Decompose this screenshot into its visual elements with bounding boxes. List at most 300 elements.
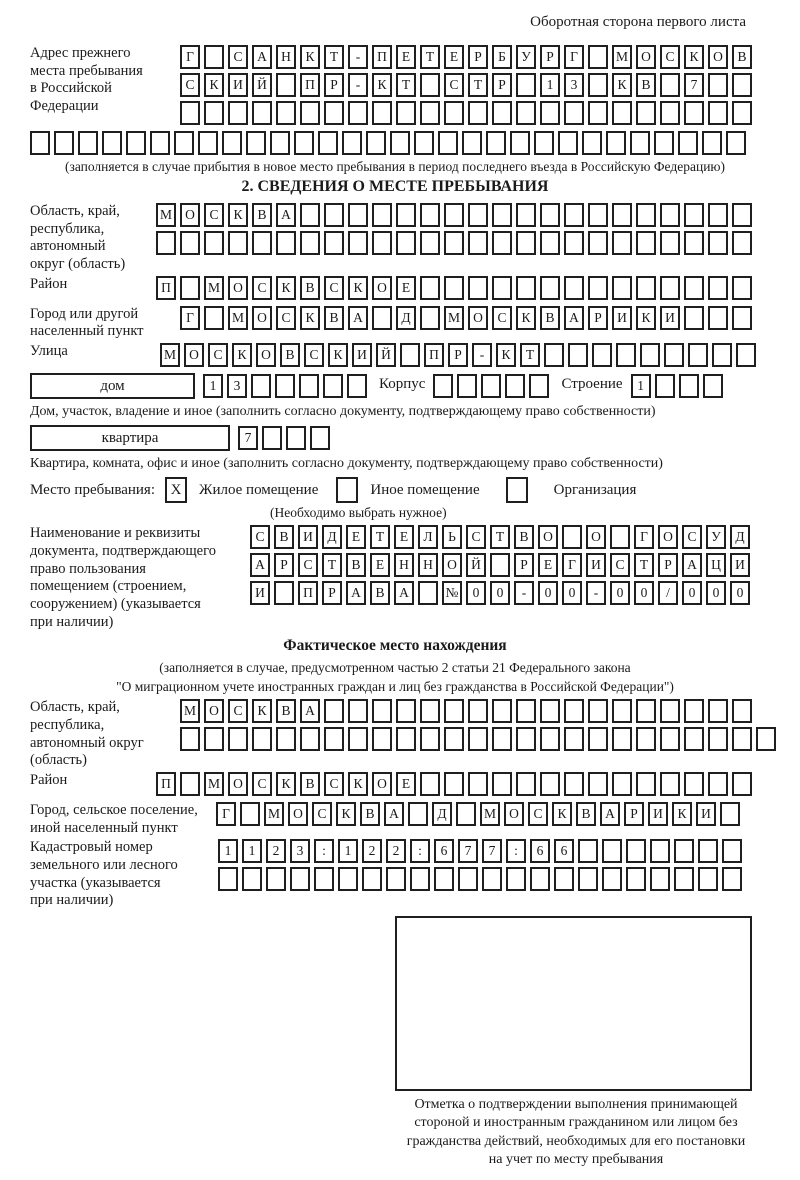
char-box[interactable]: М (480, 802, 500, 826)
char-box[interactable]: 7 (482, 839, 502, 863)
char-box[interactable] (660, 203, 680, 227)
char-box[interactable] (732, 276, 752, 300)
char-box[interactable] (126, 131, 146, 155)
char-box[interactable] (540, 699, 560, 723)
char-box[interactable] (708, 276, 728, 300)
char-box[interactable] (410, 867, 430, 891)
char-box[interactable]: Д (322, 525, 342, 549)
char-box[interactable]: - (348, 73, 368, 97)
char-box[interactable]: П (298, 581, 318, 605)
char-box[interactable] (468, 203, 488, 227)
char-box[interactable] (240, 802, 260, 826)
char-box[interactable] (420, 772, 440, 796)
char-box[interactable] (588, 276, 608, 300)
char-box[interactable] (732, 772, 752, 796)
char-box[interactable] (732, 699, 752, 723)
char-box[interactable] (564, 727, 584, 751)
char-box[interactable] (660, 73, 680, 97)
char-box[interactable] (418, 581, 438, 605)
char-box[interactable]: Й (252, 73, 272, 97)
char-box[interactable] (444, 203, 464, 227)
char-box[interactable] (180, 276, 200, 300)
char-box[interactable]: А (384, 802, 404, 826)
char-box[interactable]: И (228, 73, 248, 97)
char-box[interactable] (462, 131, 482, 155)
char-box[interactable]: О (538, 525, 558, 549)
char-box[interactable] (372, 727, 392, 751)
char-box[interactable]: 0 (538, 581, 558, 605)
char-box[interactable] (276, 101, 296, 125)
char-box[interactable]: 1 (631, 374, 651, 398)
stay-type-checkbox-organization[interactable] (506, 477, 528, 503)
char-box[interactable]: В (636, 73, 656, 97)
char-box[interactable] (348, 203, 368, 227)
char-box[interactable] (612, 203, 632, 227)
char-box[interactable]: А (564, 306, 584, 330)
char-box[interactable] (732, 101, 752, 125)
char-box[interactable] (150, 131, 170, 155)
char-box[interactable] (372, 203, 392, 227)
char-box[interactable]: К (300, 306, 320, 330)
char-box[interactable] (684, 699, 704, 723)
char-box[interactable]: О (636, 45, 656, 69)
char-box[interactable]: М (204, 772, 224, 796)
char-box[interactable]: О (288, 802, 308, 826)
char-box[interactable]: Н (276, 45, 296, 69)
char-box[interactable] (650, 867, 670, 891)
char-box[interactable] (290, 867, 310, 891)
char-box[interactable]: С (312, 802, 332, 826)
char-box[interactable]: И (696, 802, 716, 826)
char-box[interactable] (534, 131, 554, 155)
char-box[interactable]: Д (432, 802, 452, 826)
char-box[interactable] (468, 727, 488, 751)
char-box[interactable]: Е (396, 772, 416, 796)
char-box[interactable]: А (600, 802, 620, 826)
char-box[interactable] (626, 839, 646, 863)
char-box[interactable] (270, 131, 290, 155)
char-box[interactable]: Р (540, 45, 560, 69)
char-box[interactable] (420, 306, 440, 330)
char-box[interactable] (492, 276, 512, 300)
char-box[interactable] (588, 101, 608, 125)
char-box[interactable] (636, 276, 656, 300)
char-box[interactable]: 2 (266, 839, 286, 863)
char-box[interactable]: 1 (203, 374, 223, 398)
char-box[interactable] (275, 374, 295, 398)
char-box[interactable]: 1 (218, 839, 238, 863)
char-box[interactable] (396, 231, 416, 255)
char-box[interactable]: Т (634, 553, 654, 577)
char-box[interactable]: К (516, 306, 536, 330)
char-box[interactable]: О (658, 525, 678, 549)
char-box[interactable]: В (324, 306, 344, 330)
char-box[interactable] (468, 231, 488, 255)
char-box[interactable] (578, 839, 598, 863)
char-box[interactable] (252, 231, 272, 255)
char-box[interactable]: В (576, 802, 596, 826)
char-box[interactable] (324, 231, 344, 255)
char-box[interactable]: С (492, 306, 512, 330)
char-box[interactable] (286, 426, 306, 450)
char-box[interactable]: У (706, 525, 726, 549)
char-box[interactable] (660, 276, 680, 300)
char-box[interactable]: И (586, 553, 606, 577)
char-box[interactable] (362, 867, 382, 891)
char-box[interactable] (492, 699, 512, 723)
char-box[interactable] (612, 699, 632, 723)
char-box[interactable] (588, 231, 608, 255)
char-box[interactable] (300, 101, 320, 125)
char-box[interactable]: 7 (238, 426, 258, 450)
char-box[interactable]: 3 (564, 73, 584, 97)
char-box[interactable]: М (612, 45, 632, 69)
char-box[interactable]: В (360, 802, 380, 826)
char-box[interactable]: С (660, 45, 680, 69)
char-box[interactable]: О (180, 203, 200, 227)
char-box[interactable]: В (514, 525, 534, 549)
char-box[interactable] (612, 276, 632, 300)
char-box[interactable] (636, 101, 656, 125)
char-box[interactable] (612, 231, 632, 255)
char-box[interactable] (636, 203, 656, 227)
char-box[interactable] (482, 867, 502, 891)
char-box[interactable] (372, 699, 392, 723)
char-box[interactable] (420, 699, 440, 723)
char-box[interactable]: Б (492, 45, 512, 69)
char-box[interactable]: 1 (242, 839, 262, 863)
char-box[interactable]: К (336, 802, 356, 826)
char-box[interactable]: П (300, 73, 320, 97)
char-box[interactable] (708, 203, 728, 227)
char-box[interactable]: С (252, 276, 272, 300)
char-box[interactable]: В (274, 525, 294, 549)
char-box[interactable] (516, 231, 536, 255)
char-box[interactable] (540, 101, 560, 125)
char-box[interactable] (612, 727, 632, 751)
char-box[interactable]: В (732, 45, 752, 69)
char-box[interactable] (712, 343, 732, 367)
char-box[interactable] (222, 131, 242, 155)
char-box[interactable] (456, 802, 476, 826)
char-box[interactable]: В (346, 553, 366, 577)
char-box[interactable] (318, 131, 338, 155)
char-box[interactable] (262, 426, 282, 450)
char-box[interactable]: - (348, 45, 368, 69)
char-box[interactable]: Т (468, 73, 488, 97)
char-box[interactable]: О (504, 802, 524, 826)
char-box[interactable] (562, 525, 582, 549)
char-box[interactable] (396, 699, 416, 723)
char-box[interactable]: 0 (706, 581, 726, 605)
char-box[interactable]: О (184, 343, 204, 367)
char-box[interactable]: Т (370, 525, 390, 549)
char-box[interactable] (433, 374, 453, 398)
char-box[interactable]: О (204, 699, 224, 723)
char-box[interactable] (372, 101, 392, 125)
char-box[interactable]: Р (658, 553, 678, 577)
char-box[interactable]: В (540, 306, 560, 330)
char-box[interactable]: С (204, 203, 224, 227)
char-box[interactable]: А (394, 581, 414, 605)
char-box[interactable]: К (496, 343, 516, 367)
char-box[interactable]: 0 (466, 581, 486, 605)
char-box[interactable] (684, 276, 704, 300)
char-box[interactable] (300, 727, 320, 751)
char-box[interactable] (468, 101, 488, 125)
char-box[interactable] (310, 426, 330, 450)
char-box[interactable] (640, 343, 660, 367)
char-box[interactable] (726, 131, 746, 155)
char-box[interactable]: К (232, 343, 252, 367)
char-box[interactable] (678, 131, 698, 155)
char-box[interactable]: Ь (442, 525, 462, 549)
char-box[interactable] (540, 231, 560, 255)
char-box[interactable] (242, 867, 262, 891)
char-box[interactable] (420, 276, 440, 300)
char-box[interactable] (606, 131, 626, 155)
char-box[interactable]: Е (394, 525, 414, 549)
char-box[interactable]: В (280, 343, 300, 367)
char-box[interactable] (708, 772, 728, 796)
char-box[interactable] (636, 727, 656, 751)
char-box[interactable]: Т (420, 45, 440, 69)
char-box[interactable] (674, 867, 694, 891)
char-box[interactable] (492, 101, 512, 125)
char-box[interactable] (294, 131, 314, 155)
char-box[interactable]: М (156, 203, 176, 227)
char-box[interactable]: 0 (682, 581, 702, 605)
char-box[interactable]: 0 (634, 581, 654, 605)
char-box[interactable] (276, 231, 296, 255)
char-box[interactable]: К (252, 699, 272, 723)
stay-type-checkbox-residential[interactable]: X (165, 477, 187, 503)
char-box[interactable]: О (586, 525, 606, 549)
char-box[interactable]: И (730, 553, 750, 577)
char-box[interactable] (299, 374, 319, 398)
char-box[interactable]: А (346, 581, 366, 605)
char-box[interactable]: И (648, 802, 668, 826)
char-box[interactable] (324, 203, 344, 227)
char-box[interactable]: А (252, 45, 272, 69)
char-box[interactable] (616, 343, 636, 367)
char-box[interactable]: К (276, 276, 296, 300)
char-box[interactable] (722, 867, 742, 891)
char-box[interactable] (588, 45, 608, 69)
char-box[interactable] (386, 867, 406, 891)
char-box[interactable] (342, 131, 362, 155)
char-box[interactable]: С (252, 772, 272, 796)
char-box[interactable] (457, 374, 477, 398)
char-box[interactable] (564, 699, 584, 723)
char-box[interactable] (564, 772, 584, 796)
char-box[interactable]: : (314, 839, 334, 863)
char-box[interactable] (300, 203, 320, 227)
char-box[interactable]: Е (396, 45, 416, 69)
char-box[interactable]: Р (588, 306, 608, 330)
char-box[interactable] (204, 727, 224, 751)
char-box[interactable] (266, 867, 286, 891)
char-box[interactable]: 1 (540, 73, 560, 97)
char-box[interactable] (444, 699, 464, 723)
char-box[interactable]: 0 (562, 581, 582, 605)
char-box[interactable] (530, 867, 550, 891)
char-box[interactable] (660, 231, 680, 255)
char-box[interactable] (180, 231, 200, 255)
char-box[interactable]: К (612, 73, 632, 97)
char-box[interactable] (516, 101, 536, 125)
char-box[interactable] (274, 581, 294, 605)
char-box[interactable]: И (660, 306, 680, 330)
char-box[interactable] (564, 276, 584, 300)
char-box[interactable] (420, 73, 440, 97)
char-box[interactable]: К (300, 45, 320, 69)
char-box[interactable]: Е (346, 525, 366, 549)
char-box[interactable] (481, 374, 501, 398)
char-box[interactable] (660, 699, 680, 723)
char-box[interactable] (592, 343, 612, 367)
char-box[interactable] (702, 131, 722, 155)
char-box[interactable] (610, 525, 630, 549)
char-box[interactable]: М (180, 699, 200, 723)
char-box[interactable]: 0 (730, 581, 750, 605)
char-box[interactable] (438, 131, 458, 155)
char-box[interactable]: Р (274, 553, 294, 577)
char-box[interactable] (540, 772, 560, 796)
char-box[interactable] (684, 203, 704, 227)
char-box[interactable] (348, 727, 368, 751)
char-box[interactable]: У (516, 45, 536, 69)
char-box[interactable] (684, 727, 704, 751)
char-box[interactable] (444, 101, 464, 125)
char-box[interactable] (732, 231, 752, 255)
char-box[interactable] (468, 276, 488, 300)
char-box[interactable]: Т (490, 525, 510, 549)
char-box[interactable]: И (352, 343, 372, 367)
char-box[interactable] (492, 231, 512, 255)
char-box[interactable]: С (444, 73, 464, 97)
char-box[interactable] (684, 306, 704, 330)
char-box[interactable]: 6 (434, 839, 454, 863)
char-box[interactable]: К (276, 772, 296, 796)
char-box[interactable] (664, 343, 684, 367)
char-box[interactable] (198, 131, 218, 155)
char-box[interactable] (420, 101, 440, 125)
char-box[interactable]: К (672, 802, 692, 826)
char-box[interactable] (540, 276, 560, 300)
char-box[interactable]: В (300, 772, 320, 796)
char-box[interactable]: В (370, 581, 390, 605)
char-box[interactable]: С (324, 276, 344, 300)
char-box[interactable] (444, 276, 464, 300)
char-box[interactable]: М (264, 802, 284, 826)
char-box[interactable]: И (612, 306, 632, 330)
char-box[interactable] (636, 231, 656, 255)
char-box[interactable] (588, 203, 608, 227)
char-box[interactable]: № (442, 581, 462, 605)
char-box[interactable] (414, 131, 434, 155)
char-box[interactable]: К (372, 73, 392, 97)
char-box[interactable] (708, 101, 728, 125)
char-box[interactable] (505, 374, 525, 398)
char-box[interactable]: 6 (554, 839, 574, 863)
char-box[interactable] (654, 131, 674, 155)
char-box[interactable]: К (684, 45, 704, 69)
char-box[interactable] (510, 131, 530, 155)
char-box[interactable]: О (228, 772, 248, 796)
char-box[interactable] (708, 73, 728, 97)
char-box[interactable]: П (156, 772, 176, 796)
char-box[interactable]: Р (324, 73, 344, 97)
char-box[interactable]: Т (324, 45, 344, 69)
char-box[interactable] (660, 772, 680, 796)
char-box[interactable] (324, 727, 344, 751)
char-box[interactable] (180, 772, 200, 796)
char-box[interactable] (492, 772, 512, 796)
char-box[interactable] (348, 699, 368, 723)
char-box[interactable] (396, 727, 416, 751)
char-box[interactable] (228, 727, 248, 751)
char-box[interactable]: Д (730, 525, 750, 549)
char-box[interactable]: А (300, 699, 320, 723)
char-box[interactable] (492, 727, 512, 751)
char-box[interactable] (174, 131, 194, 155)
char-box[interactable]: Г (180, 306, 200, 330)
char-box[interactable] (458, 867, 478, 891)
char-box[interactable]: - (514, 581, 534, 605)
char-box[interactable] (684, 101, 704, 125)
char-box[interactable]: 2 (386, 839, 406, 863)
char-box[interactable] (660, 727, 680, 751)
char-box[interactable] (180, 727, 200, 751)
char-box[interactable] (468, 772, 488, 796)
char-box[interactable]: П (424, 343, 444, 367)
char-box[interactable] (180, 101, 200, 125)
char-box[interactable]: Г (180, 45, 200, 69)
char-box[interactable] (684, 231, 704, 255)
char-box[interactable]: А (276, 203, 296, 227)
char-box[interactable] (722, 839, 742, 863)
char-box[interactable]: М (228, 306, 248, 330)
char-box[interactable]: Т (520, 343, 540, 367)
char-box[interactable] (708, 231, 728, 255)
char-box[interactable]: О (468, 306, 488, 330)
char-box[interactable]: С (528, 802, 548, 826)
char-box[interactable] (396, 101, 416, 125)
char-box[interactable]: А (348, 306, 368, 330)
char-box[interactable] (444, 231, 464, 255)
char-box[interactable] (516, 699, 536, 723)
char-box[interactable]: С (250, 525, 270, 549)
char-box[interactable]: Г (562, 553, 582, 577)
char-box[interactable] (588, 727, 608, 751)
char-box[interactable]: О (372, 772, 392, 796)
char-box[interactable] (703, 374, 723, 398)
char-box[interactable] (558, 131, 578, 155)
char-box[interactable] (720, 802, 740, 826)
char-box[interactable] (323, 374, 343, 398)
char-box[interactable]: О (442, 553, 462, 577)
char-box[interactable] (314, 867, 334, 891)
char-box[interactable] (708, 306, 728, 330)
char-box[interactable] (218, 867, 238, 891)
char-box[interactable] (30, 131, 50, 155)
char-box[interactable] (736, 343, 756, 367)
char-box[interactable] (348, 231, 368, 255)
char-box[interactable] (54, 131, 74, 155)
char-box[interactable] (78, 131, 98, 155)
char-box[interactable]: К (636, 306, 656, 330)
